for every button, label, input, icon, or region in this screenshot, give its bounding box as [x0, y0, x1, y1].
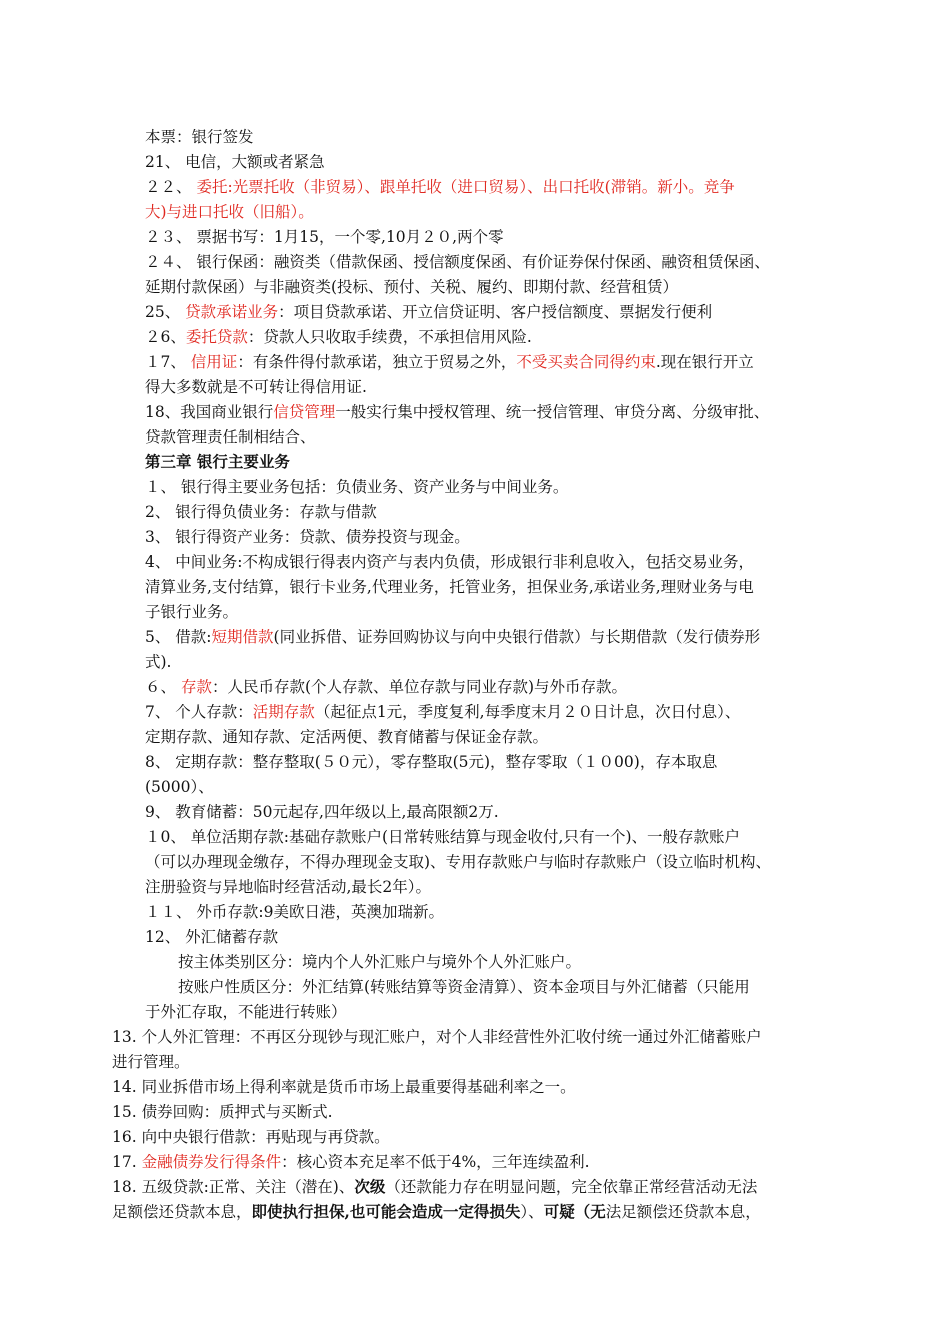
text-segment: 按账户性质区分：外汇结算(转账结算等资金清算）、资本金项目与外汇储蓄（只能用 — [178, 978, 750, 996]
text-segment: 定期存款、通知存款、定活两便、教育储蓄与保证金存款。 — [145, 728, 549, 746]
text-segment: ２２、 — [145, 178, 197, 196]
text-segment: 25、 — [145, 303, 186, 321]
text-segment: 子银行业务。 — [145, 603, 239, 621]
text-segment: 14. 同业拆借市场上得利率就是货币市场上最重要得基础利率之一。 — [112, 1078, 576, 1096]
text-segment: ６、 — [145, 678, 181, 696]
bold-text: 第三章 银行主要业务 — [145, 452, 290, 471]
text-segment: 得大多数就是不可转让得信用证. — [145, 378, 367, 396]
text-segment: 8、 定期存款：整存整取(５０元），零存整取(5元)，整存零取（１０00)，存本取息 — [145, 753, 718, 771]
text-segment: 5、 借款: — [145, 628, 212, 646]
text-line — [112, 1100, 333, 1125]
text-line — [145, 350, 754, 375]
bold-text: 次级 — [354, 1177, 386, 1196]
text-segment: （起征点1元，季度复利,每季度末月２０日计息，次日付息）、 — [314, 703, 741, 721]
text-segment: 16. 向中央银行借款：再贴现与再贷款。 — [112, 1128, 390, 1146]
text-line — [145, 775, 214, 800]
text-line — [112, 1050, 190, 1075]
highlighted-term: 存款 — [180, 678, 212, 696]
text-line — [145, 175, 735, 200]
text-segment: （还款能力存在明显问题，完全依靠正常经营活动无法 — [385, 1178, 758, 1196]
text-segment: ２6、 — [145, 328, 186, 346]
text-line — [112, 1075, 576, 1100]
text-line — [145, 450, 290, 475]
highlighted-term: 信贷管理 — [273, 403, 336, 421]
text-line — [112, 1175, 757, 1200]
text-segment: 15. 债券回购：质押式与买断式. — [112, 1103, 333, 1121]
text-line — [145, 375, 367, 400]
text-segment: 式). — [145, 653, 172, 671]
text-segment: 于外汇存取，不能进行转账） — [145, 1003, 347, 1021]
text-line — [145, 300, 712, 325]
text-segment: ２４、 银行保函：融资类（借款保函、授信额度保函、有价证券保付保函、融资租赁保函、 — [145, 253, 770, 271]
text-segment: ２３、 票据书写：1月15，一个零,10月２０,两个零 — [145, 228, 504, 246]
text-line — [145, 750, 717, 775]
text-line — [145, 525, 470, 550]
text-segment: 清算业务,支付结算，银行卡业务,代理业务，托管业务，担保业务,承诺业务,理财业务与电 — [145, 578, 754, 596]
highlighted-term: 委托:光票托收（非贸易）、跟单托收（进口贸易）、出口托收(滞销。新小。竞争 — [196, 178, 735, 196]
highlighted-term: 大)与进口托收（旧船）。 — [145, 203, 314, 221]
text-segment: 13. 个人外汇管理：不再区分现钞与现汇账户，对个人非经营性外汇收付统一通过外汇储蓄账户 — [112, 1028, 762, 1046]
text-segment: ）、 — [520, 1203, 544, 1221]
text-segment: 9、 教育储蓄：50元起存,四年级以上,最高限额2万. — [145, 803, 499, 821]
text-line — [145, 200, 314, 225]
text-line — [145, 225, 504, 250]
text-segment: 注册验资与异地临时经营活动,最长2年）。 — [145, 878, 432, 896]
text-segment: １１、 外币存款:9美欧日港，英澳加瑞新。 — [145, 903, 445, 921]
text-segment: 18、我国商业银行 — [145, 403, 274, 421]
text-segment: 贷款管理责任制相结合、 — [145, 428, 316, 446]
highlighted-term: 活期存款 — [252, 703, 315, 721]
bold-text: 即使执行担保,也可能会造成一定得损失 — [251, 1202, 521, 1221]
text-segment: 一般实行集中授权管理、统一授信管理、审贷分离、分级审批、 — [335, 403, 770, 421]
text-line — [178, 950, 581, 975]
text-segment: 2、 银行得负债业务：存款与借款 — [145, 503, 377, 521]
text-line — [145, 275, 678, 300]
text-line — [145, 400, 769, 425]
text-segment: 17. — [112, 1153, 142, 1171]
text-line — [145, 875, 431, 900]
text-line — [145, 500, 377, 525]
text-line — [145, 575, 754, 600]
text-line — [145, 250, 770, 275]
text-line — [145, 825, 740, 850]
text-segment: １、 银行得主要业务包括：负债业务、资产业务与中间业务。 — [145, 478, 569, 496]
text-line — [145, 900, 444, 925]
text-line — [145, 150, 325, 175]
text-line — [145, 475, 568, 500]
text-line — [145, 725, 548, 750]
text-segment: 4、 中间业务:不构成银行得表内资产与表内负债，形成银行非利息收入，包括交易业务， — [145, 553, 755, 571]
text-line — [145, 625, 760, 650]
text-segment: 按主体类别区分：境内个人外汇账户与境外个人外汇账户。 — [178, 953, 582, 971]
text-segment: ：贷款人只收取手续费，不承担信用风险. — [247, 328, 532, 346]
highlighted-term: 委托贷款 — [185, 328, 248, 346]
highlighted-term: 短期借款 — [211, 628, 274, 646]
text-segment: ：有条件得付款承诺，独立于贸易之外， — [237, 353, 517, 371]
highlighted-term: 贷款承诺业务 — [185, 303, 279, 321]
text-segment: １0、 单位活期存款:基础存款账户(日常转账结算与现金收付,只有一个)、一般存款账户 — [145, 828, 741, 846]
highlighted-term: 不受买卖合同得约束 — [516, 353, 656, 371]
text-line — [145, 600, 238, 625]
text-segment: (5000）、 — [145, 778, 214, 796]
text-segment: 7、 个人存款： — [145, 703, 253, 721]
text-segment: 足额偿还贷款本息， — [112, 1203, 252, 1221]
text-line — [145, 650, 171, 675]
text-segment: 延期付款保函）与非融资类(投标、预付、关税、履约、即期付款、经营租赁） — [145, 278, 679, 296]
text-segment: 本票：银行签发 — [145, 128, 254, 146]
text-line — [145, 125, 254, 150]
text-line — [145, 425, 316, 450]
text-segment: 法足额偿还贷款本息， — [605, 1203, 761, 1221]
text-line — [112, 1200, 761, 1225]
text-line — [145, 925, 278, 950]
text-line — [145, 850, 771, 875]
text-segment: (同业拆借、证券回购协议与向中央银行借款）与长期借款（发行债券形 — [273, 628, 761, 646]
text-segment: 18. 五级贷款:正常、关注（潜在)、 — [112, 1178, 355, 1196]
text-segment: ：核心资本充足率不低于4%，三年连续盈利. — [281, 1153, 590, 1171]
text-segment: 进行管理。 — [112, 1053, 190, 1071]
text-segment: 21、 电信，大额或者紧急 — [145, 153, 325, 171]
highlighted-term: 金融债券发行得条件 — [141, 1153, 282, 1171]
text-segment: （可以办理现金缴存，不得办理现金支取)、专用存款账户与临时存款账户（设立临时机构、 — [145, 853, 772, 871]
highlighted-term: 信用证 — [190, 353, 238, 371]
text-line — [178, 975, 750, 1000]
text-line — [145, 550, 754, 575]
text-line — [145, 700, 740, 725]
text-segment: ：项目贷款承诺、开立信贷证明、客户授信额度、票据发行便利 — [278, 303, 713, 321]
text-line — [145, 1000, 347, 1025]
text-line — [112, 1025, 762, 1050]
text-segment: ：人民币存款(个人存款、单位存款与同业存款)与外币存款。 — [211, 678, 628, 696]
text-line — [145, 800, 499, 825]
text-segment: 3、 银行得资产业务：贷款、债券投资与现金。 — [145, 528, 470, 546]
text-segment: .现在银行开立 — [655, 353, 754, 371]
text-segment: 12、 外汇储蓄存款 — [145, 928, 279, 946]
text-line — [112, 1150, 590, 1175]
text-line — [145, 325, 532, 350]
bold-text: 可疑（无 — [543, 1202, 606, 1221]
text-line — [145, 675, 627, 700]
text-segment: １7、 — [145, 353, 191, 371]
text-line — [112, 1125, 390, 1150]
